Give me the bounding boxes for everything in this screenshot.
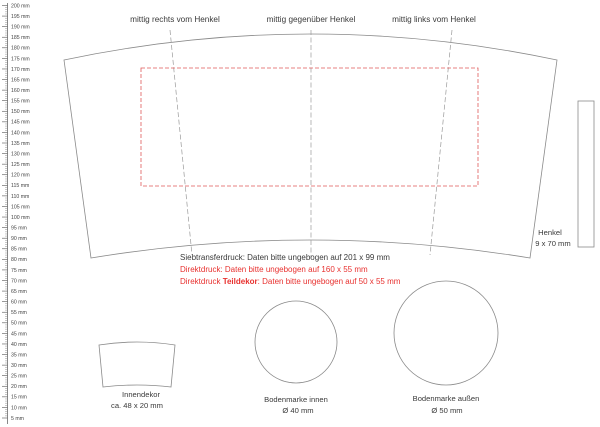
ruler-label: 190 mm (11, 24, 30, 31)
inner-decor-shape (99, 342, 175, 387)
ruler-label: 185 mm (11, 35, 30, 42)
ruler-label: 20 mm (11, 384, 27, 391)
guide-right-of-handle (170, 30, 192, 255)
ruler-label: 85 mm (11, 246, 27, 253)
label-left-of-handle: mittig links vom Henkel (392, 15, 476, 24)
bottom-mark-inside-title: Bodenmarke innen (264, 395, 328, 404)
bottom-mark-outside-circle (394, 281, 498, 385)
info-teildekor-suffix: : Daten bitte ungebogen auf 50 x 55 mm (257, 277, 401, 286)
ruler-label: 180 mm (11, 45, 30, 52)
ruler-label: 105 mm (11, 204, 30, 211)
handle-size: 9 x 70 mm (535, 239, 571, 248)
ruler-label: 130 mm (11, 151, 30, 158)
handle-title: Henkel (538, 228, 562, 237)
bottom-mark-inside-circle (255, 301, 337, 383)
label-right-of-handle: mittig rechts vom Henkel (130, 15, 220, 24)
ruler-labels (11, 3, 30, 422)
ruler-label: 150 mm (11, 109, 30, 116)
info-teildekor-prefix: Direktdruck (180, 277, 223, 286)
ruler-label: 10 mm (11, 405, 27, 412)
inner-decor-size: ca. 48 x 20 mm (111, 401, 163, 410)
ruler-label: 80 mm (11, 257, 27, 264)
ruler-label: 55 mm (11, 310, 27, 317)
ruler-label: 195 mm (11, 13, 30, 20)
ruler-label: 155 mm (11, 98, 30, 105)
ruler-label: 115 mm (11, 183, 30, 190)
info-teildekor-bold: Teildekor (222, 277, 258, 286)
ruler-label: 160 mm (11, 88, 30, 95)
ruler-label: 60 mm (11, 299, 27, 306)
ruler-label: 175 mm (11, 56, 30, 63)
mm-ruler (2, 3, 30, 424)
ruler-label: 125 mm (11, 162, 30, 169)
ruler-label: 95 mm (11, 225, 27, 232)
ruler-label: 65 mm (11, 288, 27, 295)
info-direktdruck: Direktdruck: Daten bitte ungebogen auf 160 x 55 mm (180, 265, 368, 274)
direct-print-area (141, 68, 478, 186)
ruler-label: 90 mm (11, 236, 27, 243)
ruler-label: 30 mm (11, 363, 27, 370)
ruler-label: 75 mm (11, 267, 27, 274)
ruler-label: 200 mm (11, 3, 30, 10)
ruler-label: 170 mm (11, 66, 30, 73)
ruler-label: 40 mm (11, 341, 27, 348)
guide-left-of-handle (430, 30, 452, 255)
bottom-mark-outside-title: Bodenmarke außen (412, 394, 480, 403)
ruler-label: 145 mm (11, 119, 30, 126)
ruler-ticks (2, 6, 8, 419)
ruler-label: 165 mm (11, 77, 30, 84)
bottom-mark-inside-size: Ø 40 mm (282, 406, 314, 415)
inner-decor-title: Innendekor (122, 390, 160, 399)
ruler-label: 50 mm (11, 320, 27, 327)
ruler-label: 135 mm (11, 140, 30, 147)
ruler-label: 25 mm (11, 373, 27, 380)
handle-shape (578, 101, 594, 247)
ruler-label: 45 mm (11, 331, 27, 338)
ruler-label: 70 mm (11, 278, 27, 285)
label-opposite-handle: mittig gegenüber Henkel (266, 15, 356, 24)
ruler-label: 15 mm (11, 394, 27, 401)
ruler-label: 100 mm (11, 214, 30, 221)
ruler-label: 5 mm (11, 415, 24, 422)
ruler-label: 140 mm (11, 130, 30, 137)
bottom-mark-outside-size: Ø 50 mm (431, 406, 463, 415)
info-teildekor (180, 277, 401, 286)
info-siebtransfer: Siebtransferdruck: Daten bitte ungebogen auf 201 x 99 mm (180, 253, 390, 262)
ruler-label: 120 mm (11, 172, 30, 179)
ruler-label: 110 mm (11, 193, 30, 200)
ruler-label: 35 mm (11, 352, 27, 359)
